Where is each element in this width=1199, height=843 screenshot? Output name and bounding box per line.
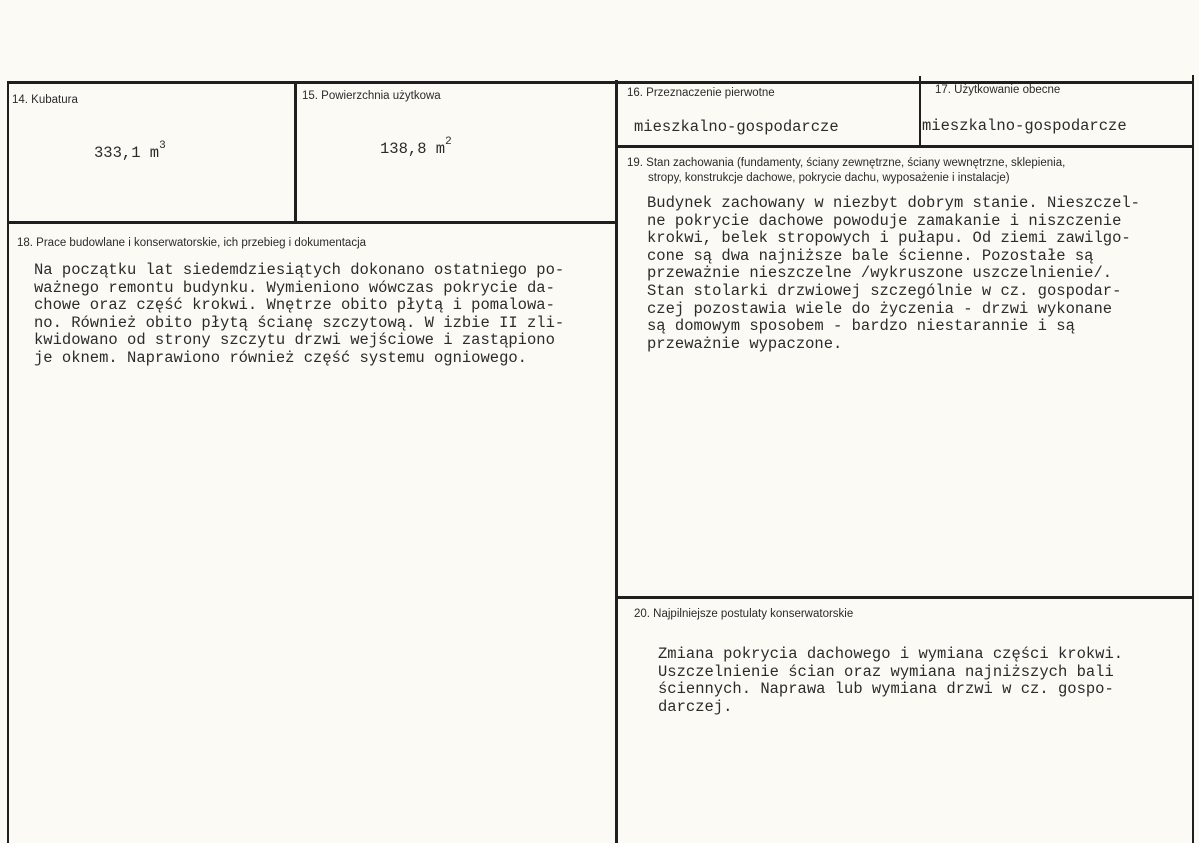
field-16-label: 16. Przeznaczenie pierwotne xyxy=(627,87,775,99)
field-19-label-continued: stropy, konstrukcje dachowe, pokrycie dachu, wyposażenie i instalacje) xyxy=(648,172,1010,184)
field-19-line: przeważnie nieszczelne /wykruszone uszczelnienie/. xyxy=(647,264,1113,283)
field-16-value: mieszkalno-gospodarcze xyxy=(634,118,839,136)
field-19-text xyxy=(647,195,1140,353)
field-18-text xyxy=(34,262,564,368)
field-15-label: 15. Powierzchnia użytkowa xyxy=(302,90,441,102)
field-19-line: krokwi, belek stropowych i pułapu. Od ziemi zawilgo- xyxy=(647,229,1131,248)
field-19-line: Stan stolarki drzwiowej szczególnie w cz. gospodar- xyxy=(647,281,1122,300)
hline-under-16-17 xyxy=(616,145,1194,148)
field-19-line: przeważnie wypaczone. xyxy=(647,334,843,353)
cubature-unit-exponent: 3 xyxy=(159,140,166,152)
field-19-line: ne pokrycie dachowe powoduje zamakanie i niszczenie xyxy=(647,211,1122,230)
field-18-label: 18. Prace budowlane i konserwatorskie, ich przebieg i dokumentacja xyxy=(17,237,367,249)
field-18-line: je oknem. Naprawiono również część systemu ogniowego. xyxy=(34,348,527,367)
field-19-line: cone są dwa najniższe bale ścienne. Pozostałe są xyxy=(647,246,1094,265)
divider-16-17 xyxy=(919,76,921,146)
field-19-line: są domowym sposobem - bardzo niestarannie i są xyxy=(647,317,1075,336)
usable-area-value: 138,8 m xyxy=(380,140,446,158)
divider-left-right xyxy=(615,80,618,843)
right-border xyxy=(1192,75,1194,843)
field-20-line: Uszczelnienie ścian oraz wymiana najniższych bali xyxy=(658,662,1114,681)
field-18-line: chowe oraz część krokwi. Wnętrze obito płytą i pomalowa- xyxy=(34,296,555,315)
field-18-line: ważnego remontu budynku. Wymieniono wówczas pokrycie da- xyxy=(34,278,555,297)
field-14-label: 14. Kubatura xyxy=(12,94,78,106)
field-20-line: Zmiana pokrycia dachowego i wymiana części krokwi. xyxy=(658,645,1124,663)
left-border xyxy=(7,81,9,843)
field-17-value: mieszkalno-gospodarcze xyxy=(922,117,1127,135)
field-20-text xyxy=(658,646,1123,716)
cubature-value: 333,1 m xyxy=(94,144,160,162)
hline-under-14-15 xyxy=(8,221,617,224)
field-17-label: 17. Użytkowanie obecne xyxy=(935,84,1061,96)
field-20-line: ściennych. Naprawa lub wymiana drzwi w cz. gospo- xyxy=(658,680,1114,699)
field-20-label: 20. Najpilniejsze postulaty konserwatorskie xyxy=(634,608,854,620)
field-19-line: Budynek zachowany w niezbyt dobrym stanie. Nieszczel- xyxy=(647,194,1140,212)
divider-14-15 xyxy=(294,82,297,224)
field-18-line: Na początku lat siedemdziesiątych dokonano ostatniego po- xyxy=(34,261,565,279)
hline-under-19 xyxy=(616,596,1194,599)
field-18-line: no. Również obito płytą ścianę szczytową. W izbie II zli- xyxy=(34,313,565,332)
field-20-line: darczej. xyxy=(658,697,733,716)
usable-area-unit-exponent: 2 xyxy=(445,136,452,148)
field-19-line: czej pozostawia wiele do życzenia - drzwi wykonane xyxy=(647,299,1113,318)
field-18-line: kwidowano od strony szczytu drzwi wejściowe i zastąpiono xyxy=(34,331,555,350)
field-15-value xyxy=(380,134,452,159)
field-19-label: 19. Stan zachowania (fundamenty, ściany zewnętrzne, ściany wewnętrzne, sklepienia, xyxy=(627,157,1066,169)
field-14-value xyxy=(94,138,166,163)
